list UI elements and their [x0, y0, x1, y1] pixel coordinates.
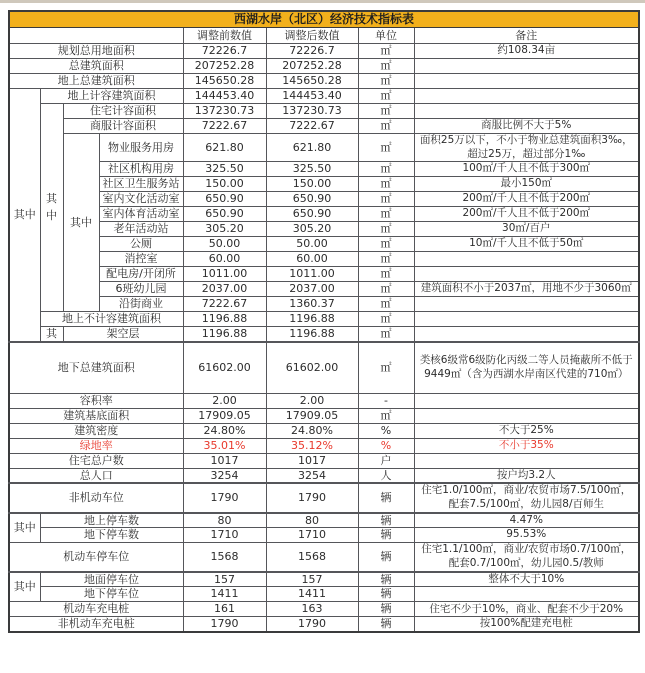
- row-label: 住宅计容面积: [63, 104, 183, 119]
- value-after: 35.12%: [266, 438, 358, 453]
- title-row: [9, 11, 639, 28]
- row-label: 地下停车位: [40, 587, 183, 602]
- merged-group-cell: 其中: [9, 89, 40, 343]
- remark-cell: 不大于25%: [414, 423, 639, 438]
- value-after: 60.00: [266, 252, 358, 267]
- row-label: 地上计容建筑面积: [40, 89, 183, 104]
- row-label: 非机动车充电桩: [9, 617, 183, 632]
- value-before: 1196.88: [183, 312, 266, 327]
- unit-cell: 辆: [358, 513, 414, 528]
- value-before: 60.00: [183, 252, 266, 267]
- unit-cell: 人: [358, 468, 414, 483]
- remark-cell: 整体不大于10%: [414, 572, 639, 587]
- value-after: 1196.88: [266, 312, 358, 327]
- value-after: 80: [266, 513, 358, 528]
- row-label: 物业服务用房: [99, 134, 183, 162]
- table-title: 西湖水岸（北区）经济技术指标表: [9, 11, 639, 28]
- merged-group-cell: 其: [40, 327, 63, 342]
- merged-group-cell: 其中: [63, 134, 99, 312]
- value-after: 1017: [266, 453, 358, 468]
- table-row: [9, 342, 639, 393]
- row-label: 商服计容面积: [63, 119, 183, 134]
- remark-cell: 4.47%: [414, 513, 639, 528]
- unit-cell: ㎡: [358, 119, 414, 134]
- unit-cell: ㎡: [358, 312, 414, 327]
- value-before: 650.90: [183, 192, 266, 207]
- value-before: 80: [183, 513, 266, 528]
- table-row: [9, 483, 639, 512]
- value-before: 7222.67: [183, 119, 266, 134]
- remark-cell: 面积25万以下，不小于物业总建筑面积3‰，超过25万，超过部分1‰: [414, 134, 639, 162]
- value-before: 35.01%: [183, 438, 266, 453]
- value-after: 1710: [266, 528, 358, 543]
- row-label: 地上停车数: [40, 513, 183, 528]
- remark-cell: [414, 408, 639, 423]
- remark-cell: [414, 453, 639, 468]
- unit-cell: 辆: [358, 528, 414, 543]
- value-before: 145650.28: [183, 74, 266, 89]
- value-after: 1196.88: [266, 327, 358, 342]
- row-label: 绿地率: [9, 438, 183, 453]
- row-label: 架空层: [63, 327, 183, 342]
- table-row: [9, 252, 639, 267]
- row-label: 室内体育活动室: [99, 207, 183, 222]
- remark-cell: 按100%配建充电桩: [414, 617, 639, 632]
- unit-cell: %: [358, 438, 414, 453]
- remark-cell: 95.53%: [414, 528, 639, 543]
- table-row: [9, 543, 639, 572]
- unit-cell: 辆: [358, 587, 414, 602]
- unit-cell: ㎡: [358, 177, 414, 192]
- value-before: 1568: [183, 543, 266, 572]
- unit-cell: 辆: [358, 617, 414, 632]
- value-after: 137230.73: [266, 104, 358, 119]
- table-row: [9, 207, 639, 222]
- unit-cell: ㎡: [358, 89, 414, 104]
- row-label: 容积率: [9, 393, 183, 408]
- remark-cell: [414, 393, 639, 408]
- value-before: 50.00: [183, 237, 266, 252]
- economic-indicator-table: [8, 10, 640, 633]
- table-row: [9, 237, 639, 252]
- unit-cell: -: [358, 393, 414, 408]
- remark-cell: 100㎡/千人且不低于300㎡: [414, 162, 639, 177]
- remark-cell: 商服比例不大于5%: [414, 119, 639, 134]
- remark-cell: 建筑面积不小于2037㎡，用地不少于3060㎡: [414, 282, 639, 297]
- remark-cell: [414, 59, 639, 74]
- merged-group-cell: 其中: [9, 572, 40, 602]
- value-after: 61602.00: [266, 342, 358, 393]
- value-before: 1017: [183, 453, 266, 468]
- table-row: [9, 104, 639, 119]
- row-label: 规划总用地面积: [9, 44, 183, 59]
- remark-cell: 不小于35%: [414, 438, 639, 453]
- row-label: 地下总建筑面积: [9, 342, 183, 393]
- row-label: 室内文化活动室: [99, 192, 183, 207]
- unit-cell: 辆: [358, 572, 414, 587]
- table-row: [9, 587, 639, 602]
- value-before: 650.90: [183, 207, 266, 222]
- unit-cell: 辆: [358, 602, 414, 617]
- unit-cell: ㎡: [358, 297, 414, 312]
- value-before: 17909.05: [183, 408, 266, 423]
- table-row: [9, 59, 639, 74]
- unit-cell: 辆: [358, 543, 414, 572]
- remark-cell: [414, 74, 639, 89]
- row-label: 总建筑面积: [9, 59, 183, 74]
- header-remark: 备注: [414, 28, 639, 44]
- remark-cell: [414, 89, 639, 104]
- value-after: 1411: [266, 587, 358, 602]
- value-after: 650.90: [266, 192, 358, 207]
- unit-cell: 辆: [358, 483, 414, 512]
- value-before: 137230.73: [183, 104, 266, 119]
- row-label: 非机动车位: [9, 483, 183, 512]
- row-label: 地面停车位: [40, 572, 183, 587]
- remark-cell: 住宅不少于10%，商业、配套不少于20%: [414, 602, 639, 617]
- remark-cell: 200㎡/千人且不低于200㎡: [414, 207, 639, 222]
- table-row: [9, 177, 639, 192]
- table-row: [9, 513, 639, 528]
- merged-group-cell: 其中: [40, 104, 63, 312]
- value-after: 163: [266, 602, 358, 617]
- unit-cell: ㎡: [358, 342, 414, 393]
- table-row: [9, 438, 639, 453]
- row-label: 消控室: [99, 252, 183, 267]
- unit-cell: 户: [358, 453, 414, 468]
- remark-cell: 约108.34亩: [414, 44, 639, 59]
- unit-cell: ㎡: [358, 74, 414, 89]
- value-after: 2.00: [266, 393, 358, 408]
- value-after: 1011.00: [266, 267, 358, 282]
- header-row: [9, 28, 639, 44]
- value-after: 305.20: [266, 222, 358, 237]
- remark-cell: 类核6级常6级防化丙级二等人员掩蔽所不低于9449㎡（含为西湖水岸南区代建的710㎡）: [414, 342, 639, 393]
- value-after: 1790: [266, 483, 358, 512]
- value-after: 1568: [266, 543, 358, 572]
- unit-cell: ㎡: [358, 44, 414, 59]
- value-before: 207252.28: [183, 59, 266, 74]
- row-label: 机动车充电桩: [9, 602, 183, 617]
- remark-cell: 按户均3.2人: [414, 468, 639, 483]
- unit-cell: ㎡: [358, 282, 414, 297]
- unit-cell: ㎡: [358, 162, 414, 177]
- table-row: [9, 393, 639, 408]
- table-row: [9, 74, 639, 89]
- header-value-before: 调整前数值: [183, 28, 266, 44]
- unit-cell: ㎡: [358, 59, 414, 74]
- remark-cell: [414, 587, 639, 602]
- table-row: [9, 282, 639, 297]
- remark-cell: 住宅1.1/100㎡，商业/农贸市场0.7/100㎡，配套0.7/100㎡，幼儿园0.5/教师: [414, 543, 639, 572]
- table-row: [9, 468, 639, 483]
- remark-cell: 30㎡/百户: [414, 222, 639, 237]
- value-after: 17909.05: [266, 408, 358, 423]
- value-before: 72226.7: [183, 44, 266, 59]
- table-row: [9, 327, 639, 342]
- table-row: [9, 312, 639, 327]
- value-before: 24.80%: [183, 423, 266, 438]
- value-before: 1011.00: [183, 267, 266, 282]
- value-before: 144453.40: [183, 89, 266, 104]
- value-before: 1196.88: [183, 327, 266, 342]
- merged-group-cell: 其中: [9, 513, 40, 543]
- value-after: 325.50: [266, 162, 358, 177]
- unit-cell: ㎡: [358, 222, 414, 237]
- row-label: 地上总建筑面积: [9, 74, 183, 89]
- table-row: [9, 423, 639, 438]
- table-row: [9, 408, 639, 423]
- remark-cell: [414, 267, 639, 282]
- table-row: [9, 89, 639, 104]
- table-row: [9, 267, 639, 282]
- table-row: [9, 119, 639, 134]
- row-label: 社区机构用房: [99, 162, 183, 177]
- value-before: 2037.00: [183, 282, 266, 297]
- header-label-cell: [9, 28, 183, 44]
- value-before: 161: [183, 602, 266, 617]
- table-row: [9, 572, 639, 587]
- unit-cell: ㎡: [358, 267, 414, 282]
- table-row: [9, 44, 639, 59]
- remark-cell: [414, 312, 639, 327]
- row-label: 建筑密度: [9, 423, 183, 438]
- row-label: 老年活动站: [99, 222, 183, 237]
- row-label: 沿街商业: [99, 297, 183, 312]
- remark-cell: [414, 297, 639, 312]
- value-after: 621.80: [266, 134, 358, 162]
- header-value-after: 调整后数值: [266, 28, 358, 44]
- value-before: 1411: [183, 587, 266, 602]
- row-label: 总人口: [9, 468, 183, 483]
- remark-cell: [414, 104, 639, 119]
- value-before: 3254: [183, 468, 266, 483]
- table-row: [9, 297, 639, 312]
- row-label: 地上不计容建筑面积: [40, 312, 183, 327]
- value-before: 61602.00: [183, 342, 266, 393]
- value-after: 207252.28: [266, 59, 358, 74]
- table-row: [9, 602, 639, 617]
- value-after: 24.80%: [266, 423, 358, 438]
- value-after: 7222.67: [266, 119, 358, 134]
- row-label: 机动车停车位: [9, 543, 183, 572]
- remark-cell: 10㎡/千人且不低于50㎡: [414, 237, 639, 252]
- value-after: 50.00: [266, 237, 358, 252]
- top-edge-strip: [0, 0, 645, 3]
- value-before: 305.20: [183, 222, 266, 237]
- table-row: [9, 192, 639, 207]
- value-after: 2037.00: [266, 282, 358, 297]
- unit-cell: ㎡: [358, 207, 414, 222]
- unit-cell: ㎡: [358, 237, 414, 252]
- row-label: 地下停车数: [40, 528, 183, 543]
- row-label: 配电房/开闭所: [99, 267, 183, 282]
- value-before: 1710: [183, 528, 266, 543]
- table-row: [9, 134, 639, 162]
- remark-cell: [414, 252, 639, 267]
- value-before: 7222.67: [183, 297, 266, 312]
- unit-cell: ㎡: [358, 408, 414, 423]
- value-before: 325.50: [183, 162, 266, 177]
- unit-cell: ㎡: [358, 327, 414, 342]
- value-after: 3254: [266, 468, 358, 483]
- value-before: 1790: [183, 483, 266, 512]
- row-label: 公厕: [99, 237, 183, 252]
- value-after: 150.00: [266, 177, 358, 192]
- value-before: 621.80: [183, 134, 266, 162]
- value-after: 144453.40: [266, 89, 358, 104]
- row-label: 住宅总户数: [9, 453, 183, 468]
- table-row: [9, 162, 639, 177]
- value-after: 157: [266, 572, 358, 587]
- table-row: [9, 222, 639, 237]
- remark-cell: 最小150㎡: [414, 177, 639, 192]
- unit-cell: ㎡: [358, 104, 414, 119]
- unit-cell: %: [358, 423, 414, 438]
- value-after: 1790: [266, 617, 358, 632]
- value-before: 2.00: [183, 393, 266, 408]
- value-after: 1360.37: [266, 297, 358, 312]
- row-label: 建筑基底面积: [9, 408, 183, 423]
- row-label: 社区卫生服务站: [99, 177, 183, 192]
- unit-cell: ㎡: [358, 252, 414, 267]
- value-before: 1790: [183, 617, 266, 632]
- table-row: [9, 617, 639, 632]
- header-unit: 单位: [358, 28, 414, 44]
- remark-cell: 200㎡/千人且不低于200㎡: [414, 192, 639, 207]
- row-label: 6班幼儿园: [99, 282, 183, 297]
- remark-cell: [414, 327, 639, 342]
- table-row: [9, 453, 639, 468]
- remark-cell: 住宅1.0/100㎡，商业/农贸市场7.5/100㎡，配套7.5/100㎡，幼儿园8/百师生: [414, 483, 639, 512]
- unit-cell: ㎡: [358, 134, 414, 162]
- value-before: 150.00: [183, 177, 266, 192]
- unit-cell: ㎡: [358, 192, 414, 207]
- value-after: 650.90: [266, 207, 358, 222]
- value-after: 72226.7: [266, 44, 358, 59]
- value-before: 157: [183, 572, 266, 587]
- table-row: [9, 528, 639, 543]
- value-after: 145650.28: [266, 74, 358, 89]
